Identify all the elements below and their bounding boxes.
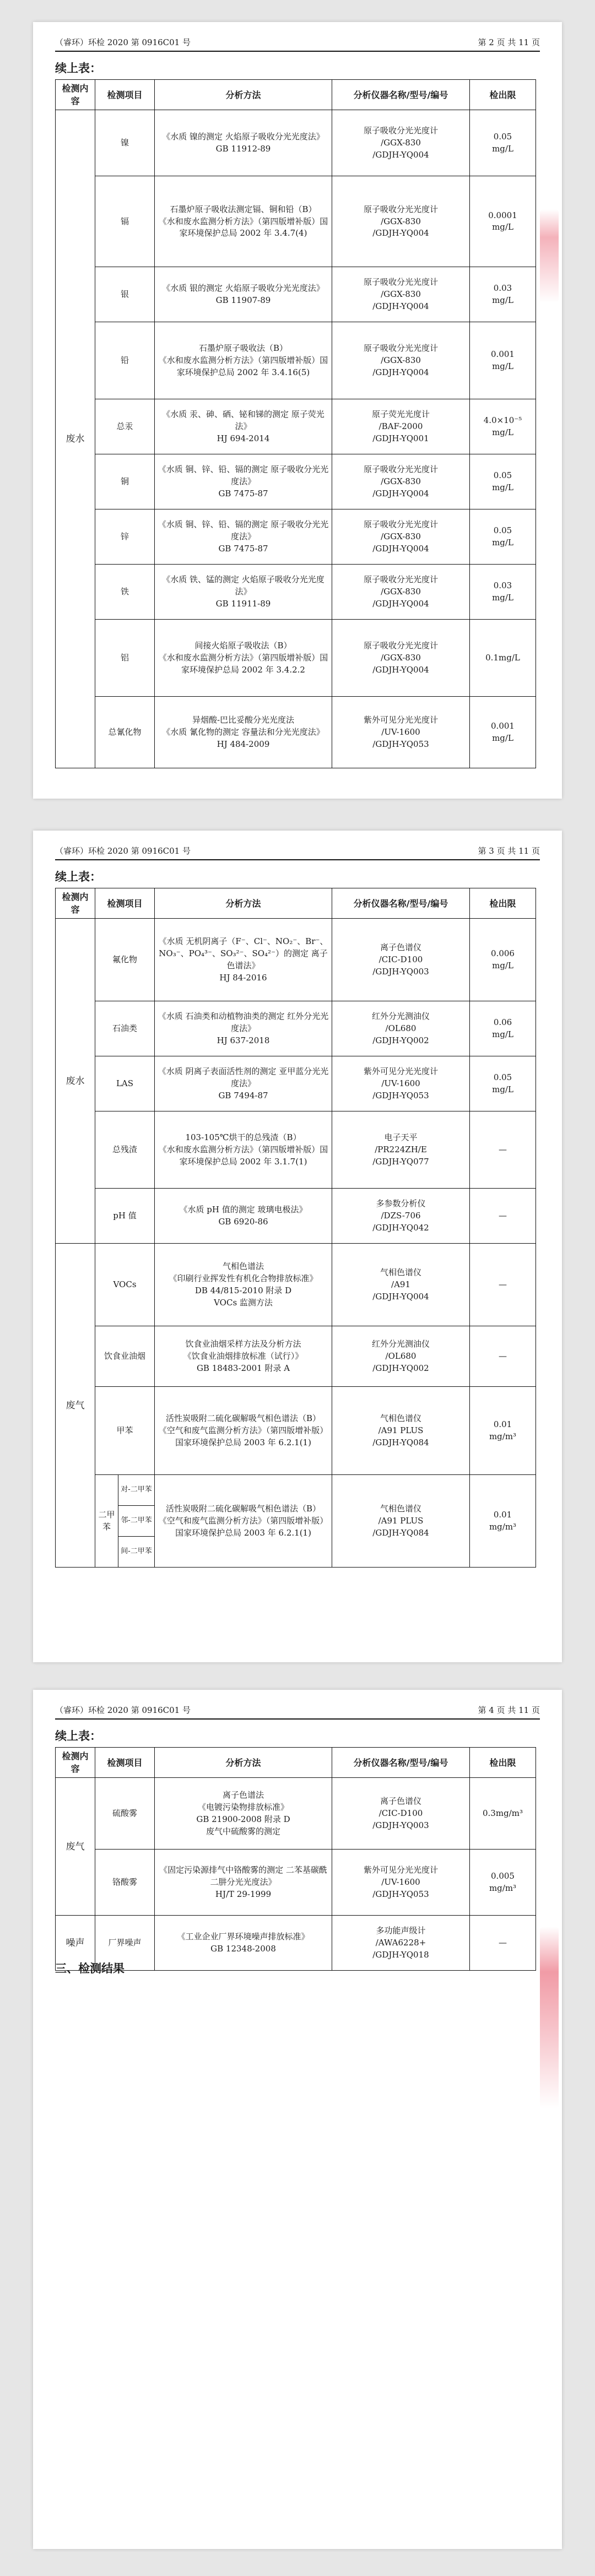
table-row <box>56 1916 536 1971</box>
instrument-cell: 原子吸收分光光度计 /GGX-830 /GDJH-YQ004 <box>332 322 470 399</box>
method-table <box>55 79 536 768</box>
continued-label: 续上表： <box>55 61 101 75</box>
group-cell: 废水 <box>56 110 95 768</box>
instrument-cell: 红外分光测油仪 /OL680 /GDJH-YQ002 <box>332 1326 470 1387</box>
instrument-cell: 气相色谱仪 /A91 /GDJH-YQ004 <box>332 1244 470 1326</box>
limit-cell: 0.006 mg/L <box>470 919 536 1001</box>
limit-cell: 0.03 mg/L <box>470 267 536 322</box>
limit-cell: 0.06 mg/L <box>470 1001 536 1056</box>
instrument-cell: 多功能声级计 /AWA6228+ /GDJH-YQ018 <box>332 1916 470 1971</box>
item-cell: 饮食业油烟 <box>95 1326 155 1387</box>
method-table <box>55 888 536 1568</box>
limit-cell: 0.0001 mg/L <box>470 176 536 267</box>
table-row <box>56 454 536 509</box>
limit-cell: — <box>470 1189 536 1244</box>
table-row <box>56 1387 536 1475</box>
page-header <box>55 36 540 52</box>
item-cell: 氟化物 <box>95 919 155 1001</box>
instrument-cell: 电子天平 /PR224ZH/E /GDJH-YQ077 <box>332 1111 470 1189</box>
col-header: 检测项目 <box>95 80 155 110</box>
continued-label: 续上表： <box>55 870 101 883</box>
report-page-3 <box>33 831 562 1662</box>
table-header-row <box>56 80 536 110</box>
col-header: 检出限 <box>470 888 536 919</box>
table-row <box>56 697 536 768</box>
table-row <box>56 509 536 565</box>
group-cell: 废水 <box>56 919 95 1244</box>
instrument-cell: 原子吸收分光光度计 /GGX-830 /GDJH-YQ004 <box>332 110 470 176</box>
report-number: （睿环）环检 2020 第 0916C01 号 <box>55 37 191 47</box>
method-cell: 《固定污染源排气中铬酸雾的测定 二苯基碳酰二肼分光光度法》 HJ/T 29-1999 <box>155 1850 332 1916</box>
section-title: 三、检测结果 <box>55 1961 125 1975</box>
col-header: 检测项目 <box>95 888 155 919</box>
seam-stamp <box>540 209 559 303</box>
item-cell: pH 值 <box>95 1189 155 1244</box>
col-header: 检测项目 <box>95 1748 155 1778</box>
limit-cell: — <box>470 1326 536 1387</box>
instrument-cell: 多参数分析仪 /DZS-706 /GDJH-YQ042 <box>332 1189 470 1244</box>
limit-cell: 0.05 mg/L <box>470 1056 536 1111</box>
item-cell: 镉 <box>95 176 155 267</box>
group-cell: 噪声 <box>56 1916 95 1971</box>
seam-stamp <box>540 1927 559 2108</box>
method-cell: 活性炭吸附二硫化碳解吸气相色谱法（B） 《空气和废气监测分析方法》（第四版增补版）国家环境保护总局 2003 年 6.2.1(1) <box>155 1387 332 1475</box>
item-cell: 石油类 <box>95 1001 155 1056</box>
limit-cell: — <box>470 1244 536 1326</box>
item-cell: 总残渣 <box>95 1111 155 1189</box>
table-row <box>56 1475 536 1506</box>
page-header <box>55 845 540 860</box>
col-header: 检出限 <box>470 80 536 110</box>
table-row <box>56 620 536 697</box>
col-header: 检出限 <box>470 1748 536 1778</box>
table-row <box>56 267 536 322</box>
method-cell: 石墨炉原子吸收法（B） 《水和废水监测分析方法》（第四版增补版）国家环境保护总局 2002 年 3.4.16(5) <box>155 322 332 399</box>
xylene-label: 二甲苯 <box>95 1475 118 1568</box>
limit-cell: 0.01 mg/m³ <box>470 1475 536 1568</box>
page-header <box>55 1704 540 1720</box>
instrument-cell: 原子荧光光度计 /BAF-2000 /GDJH-YQ001 <box>332 399 470 454</box>
report-number: （睿环）环检 2020 第 0916C01 号 <box>55 1705 191 1715</box>
method-cell: 《水质 铜、锌、铅、镉的测定 原子吸收分光光度法》 GB 7475-87 <box>155 509 332 565</box>
table-row <box>56 919 536 1001</box>
limit-cell: 0.01 mg/m³ <box>470 1387 536 1475</box>
method-table <box>55 1747 536 1971</box>
page-number: 第 2 页 共 11 页 <box>478 37 540 47</box>
col-header: 分析方法 <box>155 888 332 919</box>
method-cell: 饮食业油烟采样方法及分析方法 《饮食业油烟排放标准（试行）》 GB 18483-2001 附录 A <box>155 1326 332 1387</box>
col-header: 分析仪器名称/型号/编号 <box>332 888 470 919</box>
col-header: 分析方法 <box>155 80 332 110</box>
method-cell: 《水质 pH 值的测定 玻璃电极法》 GB 6920-86 <box>155 1189 332 1244</box>
table-header-row <box>56 888 536 919</box>
col-header: 检测内容 <box>56 80 95 110</box>
instrument-cell: 原子吸收分光光度计 /GGX-830 /GDJH-YQ004 <box>332 565 470 620</box>
limit-cell: — <box>470 1916 536 1971</box>
col-header: 分析仪器名称/型号/编号 <box>332 80 470 110</box>
method-cell: 《工业企业厂界环境噪声排放标准》 GB 12348-2008 <box>155 1916 332 1971</box>
table-row <box>56 176 536 267</box>
method-cell: 异烟酸-巴比妥酸分光光度法 《水质 氰化物的测定 容量法和分光光度法》 HJ 484-2009 <box>155 697 332 768</box>
item-cell: LAS <box>95 1056 155 1111</box>
instrument-cell: 原子吸收分光光度计 /GGX-830 /GDJH-YQ004 <box>332 454 470 509</box>
table-row <box>56 565 536 620</box>
method-cell: 《水质 银的测定 火焰原子吸收分光光度法》 GB 11907-89 <box>155 267 332 322</box>
item-cell: 铁 <box>95 565 155 620</box>
group-cell: 废气 <box>56 1244 95 1568</box>
instrument-cell: 气相色谱仪 /A91 PLUS /GDJH-YQ084 <box>332 1475 470 1568</box>
continued-label: 续上表： <box>55 1729 101 1743</box>
method-cell: 《水质 镍的测定 火焰原子吸收分光光度法》 GB 11912-89 <box>155 110 332 176</box>
instrument-cell: 离子色谱仪 /CIC-D100 /GDJH-YQ003 <box>332 919 470 1001</box>
instrument-cell: 气相色谱仪 /A91 PLUS /GDJH-YQ084 <box>332 1387 470 1475</box>
item-cell: 总氰化物 <box>95 697 155 768</box>
item-cell: 铅 <box>95 322 155 399</box>
item-cell: 总汞 <box>95 399 155 454</box>
item-cell: 厂界噪声 <box>95 1916 155 1971</box>
method-cell: 《水质 铜、锌、铅、镉的测定 原子吸收分光光度法》 GB 7475-87 <box>155 454 332 509</box>
report-page-2 <box>33 22 562 799</box>
method-cell: 离子色谱法 《电镀污染物排放标准》 GB 21900-2008 附录 D 废气中硫酸雾的测定 <box>155 1778 332 1850</box>
table-row <box>56 1056 536 1111</box>
method-cell: 《水质 石油类和动植物油类的测定 红外分光光度法》 HJ 637-2018 <box>155 1001 332 1056</box>
method-cell: 103-105℃烘干的总残渣（B） 《水和废水监测分析方法》（第四版增补版）国家环境保护总局 2002 年 3.1.7(1) <box>155 1111 332 1189</box>
item-cell: 铜 <box>95 454 155 509</box>
table-header-row <box>56 1748 536 1778</box>
xylene-sub-item: 邻-二甲苯 <box>118 1506 155 1537</box>
table-row <box>56 110 536 176</box>
method-cell: 《水质 无机阴离子（F⁻、Cl⁻、NO₂⁻、Br⁻、NO₃⁻、PO₄³⁻、SO₃²⁻、SO₄²⁻）的测定 离子色谱法》 HJ 84-2016 <box>155 919 332 1001</box>
table-row <box>56 1244 536 1326</box>
method-cell: 石墨炉原子吸收法测定镉、铜和铅（B） 《水和废水监测分析方法》（第四版增补版）国家环境保护总局 2002 年 3.4.7(4) <box>155 176 332 267</box>
limit-cell: 4.0×10⁻⁵ mg/L <box>470 399 536 454</box>
table-row <box>56 1326 536 1387</box>
method-cell: 《水质 铁、锰的测定 火焰原子吸收分光光度法》 GB 11911-89 <box>155 565 332 620</box>
table-row <box>56 1778 536 1850</box>
item-cell: 硫酸雾 <box>95 1778 155 1850</box>
method-cell: 活性炭吸附二硫化碳解吸气相色谱法（B） 《空气和废气监测分析方法》（第四版增补版）国家环境保护总局 2003 年 6.2.1(1) <box>155 1475 332 1568</box>
item-cell: VOCs <box>95 1244 155 1326</box>
method-cell: 《水质 汞、砷、硒、铋和锑的测定 原子荧光法》 HJ 694-2014 <box>155 399 332 454</box>
method-cell: 间接火焰原子吸收法（B） 《水和废水监测分析方法》（第四版增补版）国家环境保护总局 2002 年 3.4.2.2 <box>155 620 332 697</box>
instrument-cell: 紫外可见分光光度计 /UV-1600 /GDJH-YQ053 <box>332 1850 470 1916</box>
page-number: 第 3 页 共 11 页 <box>478 846 540 856</box>
item-cell: 甲苯 <box>95 1387 155 1475</box>
table-row <box>56 1111 536 1189</box>
limit-cell: 0.05 mg/L <box>470 454 536 509</box>
instrument-cell: 原子吸收分光光度计 /GGX-830 /GDJH-YQ004 <box>332 509 470 565</box>
xylene-sub-item: 间-二甲苯 <box>118 1537 155 1568</box>
limit-cell: 0.001 mg/L <box>470 322 536 399</box>
limit-cell: 0.001 mg/L <box>470 697 536 768</box>
limit-cell: 0.3mg/m³ <box>470 1778 536 1850</box>
item-cell: 银 <box>95 267 155 322</box>
table-row <box>56 322 536 399</box>
instrument-cell: 原子吸收分光光度计 /GGX-830 /GDJH-YQ004 <box>332 176 470 267</box>
col-header: 分析方法 <box>155 1748 332 1778</box>
table-row <box>56 1189 536 1244</box>
table-row <box>56 1001 536 1056</box>
limit-cell: 0.005 mg/m³ <box>470 1850 536 1916</box>
instrument-cell: 红外分光测油仪 /OL680 /GDJH-YQ002 <box>332 1001 470 1056</box>
method-cell: 《水质 阴离子表面活性剂的测定 亚甲蓝分光光度法》 GB 7494-87 <box>155 1056 332 1111</box>
col-header: 分析仪器名称/型号/编号 <box>332 1748 470 1778</box>
limit-cell: 0.05 mg/L <box>470 110 536 176</box>
page-number: 第 4 页 共 11 页 <box>478 1705 540 1715</box>
group-cell: 废气 <box>56 1778 95 1916</box>
table-row <box>56 1850 536 1916</box>
limit-cell: 0.1mg/L <box>470 620 536 697</box>
col-header: 检测内容 <box>56 1748 95 1778</box>
instrument-cell: 原子吸收分光光度计 /GGX-830 /GDJH-YQ004 <box>332 267 470 322</box>
xylene-sub-item: 对-二甲苯 <box>118 1475 155 1506</box>
report-number: （睿环）环检 2020 第 0916C01 号 <box>55 846 191 856</box>
limit-cell: 0.03 mg/L <box>470 565 536 620</box>
instrument-cell: 离子色谱仪 /CIC-D100 /GDJH-YQ003 <box>332 1778 470 1850</box>
instrument-cell: 紫外可见分光光度计 /UV-1600 /GDJH-YQ053 <box>332 697 470 768</box>
method-cell: 气相色谱法 《印刷行业挥发性有机化合物排放标准》 DB 44/815-2010 附录 D VOCs 监测方法 <box>155 1244 332 1326</box>
item-cell: 铝 <box>95 620 155 697</box>
instrument-cell: 紫外可见分光光度计 /UV-1600 /GDJH-YQ053 <box>332 1056 470 1111</box>
item-cell: 锌 <box>95 509 155 565</box>
limit-cell: — <box>470 1111 536 1189</box>
item-cell: 镍 <box>95 110 155 176</box>
item-cell: 铬酸雾 <box>95 1850 155 1916</box>
table-row <box>56 399 536 454</box>
col-header: 检测内容 <box>56 888 95 919</box>
instrument-cell: 原子吸收分光光度计 /GGX-830 /GDJH-YQ004 <box>332 620 470 697</box>
limit-cell: 0.05 mg/L <box>470 509 536 565</box>
report-page-4 <box>33 1690 562 2549</box>
